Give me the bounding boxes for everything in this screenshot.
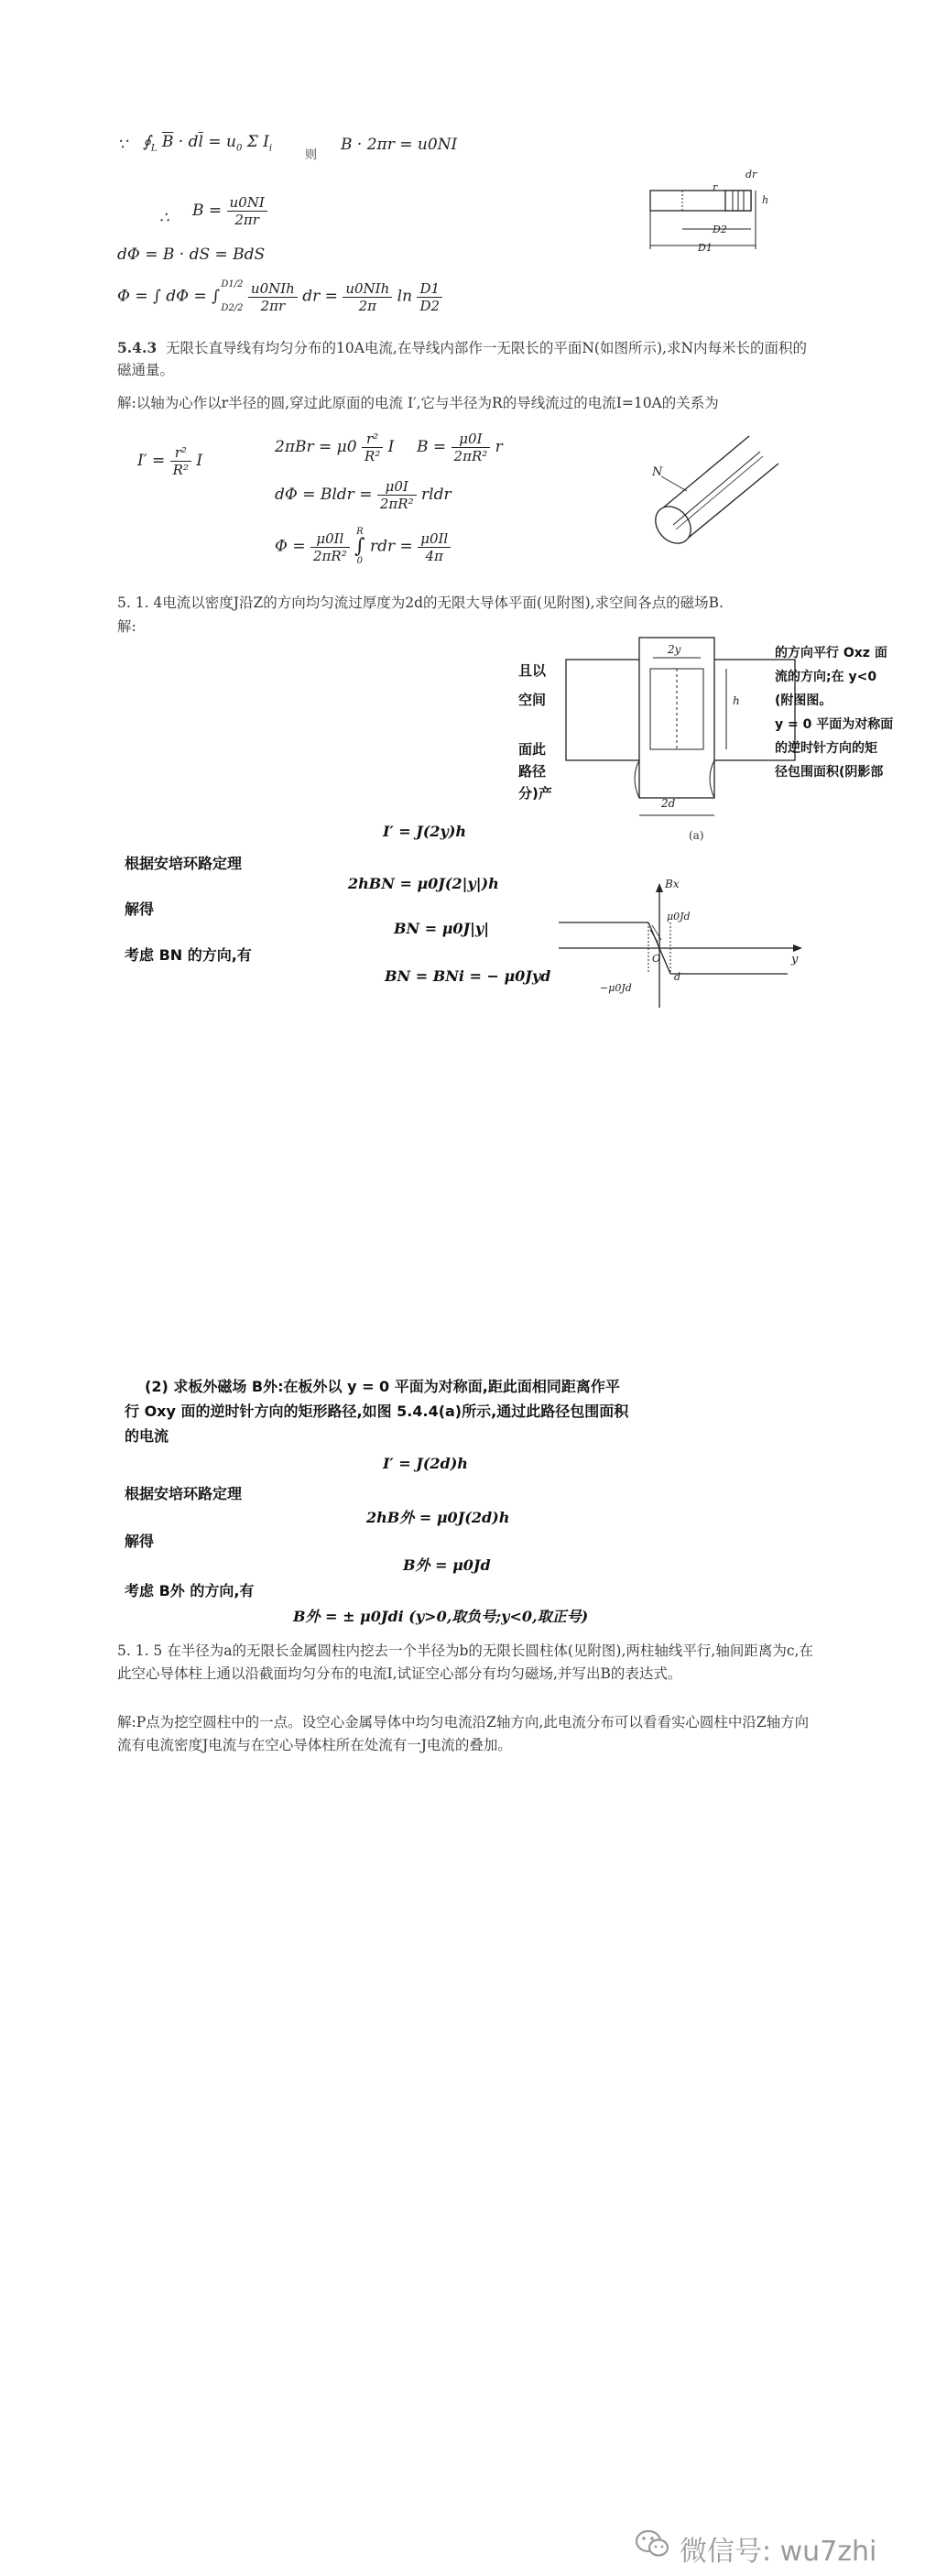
plot-label-bottom: −μ0Jd [600,982,632,994]
fig-label-d2: D2 [713,224,727,235]
fig-caption-a: (a) [689,829,704,842]
fig-text-right: 的方向平行 Oxz 面 流的方向;在 y<0 (附图图。 y = 0 平面为对称面 的逆时针方向的矩 径包围面积(阴影部 [775,646,894,780]
i-prime-outer-equation: I′ = J(2d)h [383,1455,468,1472]
fig-label-d1: D1 [698,242,713,254]
then-label: 则 [305,148,318,162]
b-inside-vector-equation: BN = BNi = − μ0Jyd [385,967,551,985]
b-outer-equation: B外 = μ0Jd [403,1556,491,1574]
ampere-loop-equation: $∮_L$ $\overline{B} \cdot d\overline{l} = u_0$ Σ $I_i$ [143,133,273,154]
problem-5-1-5: 5. 1. 5 在半径为a的无限长金属圆柱内挖去一个半径为b的无限长圆柱体(见附图),两柱轴线平行,轴间距离为c,在此空心导体柱上通以沿截面均匀分布的电流I,试证空心部分有均匀磁场,并写出B的表达式。 [117,1643,813,1682]
b-result-equation: B = $\frac{u0NI}{2\pi r}$ [192,194,267,228]
direction-label-2: 考虑 B外 的方向,有 [125,1582,255,1599]
plot-tick-d: d [674,971,681,983]
b-outer-vector-equation: B外 = ± μ0Jdi (y>0,取负号;y<0,取正号) [293,1608,589,1625]
solution-5-1-4: 解: [117,618,136,635]
ampere-equation-543: 2πBr = μ0 $\frac{\text{r²}}{\text{R²}}$ I [275,431,395,464]
direction-label-1: 考虑 BN 的方向,有 [125,946,252,964]
ampere-law-label-1: 根据安培环路定理 [125,855,243,872]
solve-label-2: 解得 [125,1533,155,1550]
fig-label-2d: 2d [661,797,676,810]
ampere-law-equation-1: 2hBN = μ0J(2|y|)h [348,875,499,892]
b-times-2pir-equation: B · 2πr = u0NI [341,136,458,154]
fig-label-h: h [762,194,769,206]
problem-5-4-3: 5.4.3 无限长直导线有均匀分布的10A电流,在导线内部作一无限长的平面N(如图所示),求N内每米长的面积的磁通量。 [117,339,808,378]
because-symbol: ∵ [117,136,127,154]
plot-origin: O [652,953,661,965]
dphi-equation-543: dΦ = Bldr = $\frac{\mu 0I}{\text{2πR²}}$ rldr [275,478,452,512]
phi-integral-equation: Φ = ∫ dΦ = ∫ D1/2 D2/2 $\frac{\text{u0NIh}}{2\pi r}$ dr = $\frac{\text{u0NIh}}{2\pi}$ ln $\frac{D1}{D2}$ [117,279,442,314]
fig-text-left: 且以 空间 面此 路径 分)产 [518,662,552,802]
i-prime-slab-equation: I′ = J(2y)h [383,823,467,840]
b-equation-543: B = $\frac{\mu 0I}{\text{2πR²}}$ r [417,431,503,464]
fig-label-2y: 2y [668,643,681,656]
plot-axis-bx: Bx [665,878,680,890]
plot-axis-y: y [791,953,799,966]
solution-5-1-5: 解:P点为挖空圆柱中的一点。设空心金属导体中均匀电流沿Z轴方向,此电流分布可以看看实心圆柱中沿Z轴方向流有电流密度J电流与在空心导体柱所在处流有一J电流的叠加。 [117,1714,810,1753]
fig-label-dr: dr [745,169,757,180]
solution-5-4-3: 解:以轴为心作以r半径的圆,穿过此原面的电流 I′,它与半径为R的导线流过的电流I=10A的关系为 [117,395,719,411]
cylinder-plane-figure [641,429,797,557]
toroid-section-figure [641,165,806,266]
plot-label-top: μ0Jd [667,911,691,922]
wechat-watermark: 微信号: wu7zhi [680,2536,877,2568]
b-inside-equation: BN = μ0J|y| [394,920,490,937]
ampere-law-label-2: 根据安培环路定理 [125,1485,243,1502]
wechat-icon [635,2528,671,2560]
i-prime-equation: I′ = $\frac{\text{r²}}{\text{R²}}$ I [137,444,203,478]
bx-vs-y-plot [550,879,824,1017]
ampere-law-equation-2: 2hB外 = μ0J(2d)h [366,1509,510,1526]
therefore-symbol: ∴ [159,209,169,227]
fig-label-h-slab: h [733,694,740,707]
fig-label-n: N [652,465,663,479]
phi-equation-543: Φ = $\frac{\mu 0Il}{\text{2πR²}}$ R ∫ 0 rdr = $\frac{\mu 0Il}{4\pi}$ [275,527,451,567]
dphi-equation: dΦ = B · dS = BdS [117,246,266,264]
fig-label-r: r [713,181,718,193]
problem-5-1-4: 5. 1. 4电流以密度J沿Z的方向均匀流过厚度为2d的无限大导体平面(见附图),求空间各点的磁场B. [117,595,724,611]
solve-label-1: 解得 [125,901,155,918]
outer-field-paragraph: (2) 求板外磁场 B外:在板外以 y = 0 平面为对称面,距此面相同距离作平 行 Oxy 面的逆时针方向的矩形路径,如图 5.4.4(a)所示,通过此路径包围面积 的电流 [125,1378,629,1445]
